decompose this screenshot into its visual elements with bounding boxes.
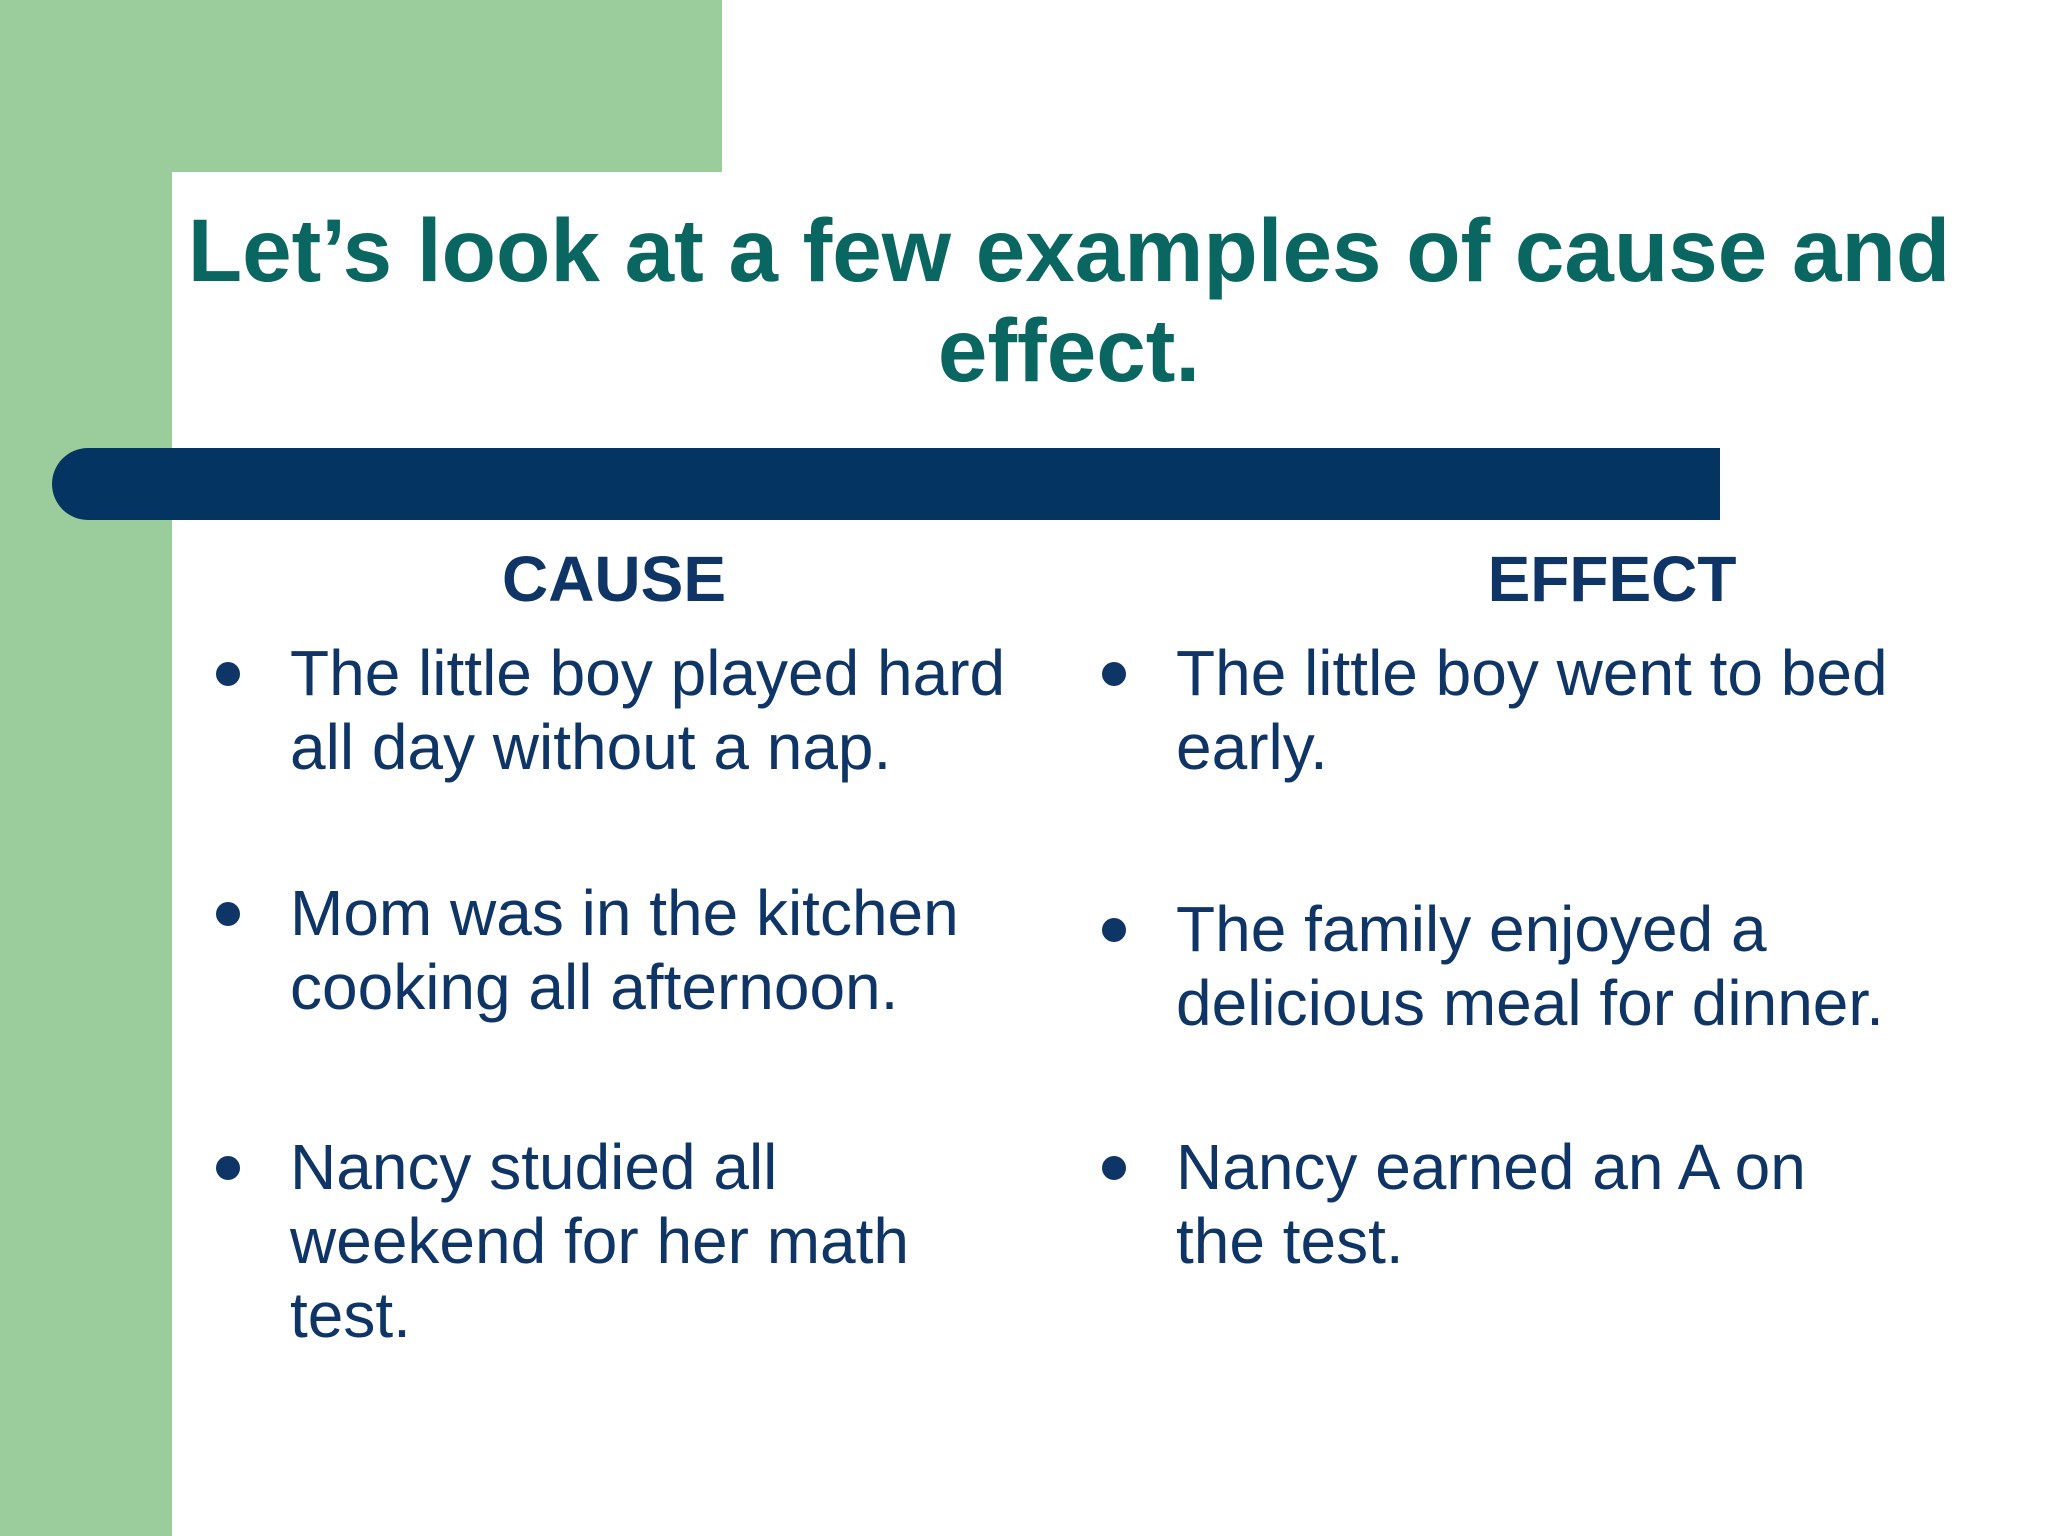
cause-text: Mom was in the kitchen cooking all afternoon. bbox=[290, 877, 959, 1023]
cause-text: The little boy played hard all day without a nap. bbox=[290, 637, 1006, 783]
effect-item bbox=[1102, 892, 1902, 1040]
effect-text: The little boy went to bed early. bbox=[1176, 637, 1888, 783]
effect-text: Nancy earned an A on the test. bbox=[1176, 1131, 1806, 1277]
green-top-block bbox=[0, 0, 722, 172]
cause-item bbox=[216, 636, 1006, 784]
effect-heading: EFFECT bbox=[1487, 543, 1737, 615]
cause-item bbox=[216, 1130, 1006, 1352]
bullet-icon bbox=[1102, 918, 1126, 942]
effect-text: The family enjoyed a delicious meal for dinner. bbox=[1176, 893, 1884, 1039]
bullet-icon bbox=[1102, 662, 1126, 686]
green-side-band bbox=[0, 0, 172, 1536]
effect-item bbox=[1102, 636, 1902, 784]
cause-text: Nancy studied all weekend for her math test. bbox=[290, 1131, 909, 1351]
navy-divider-bar bbox=[52, 448, 1720, 520]
bullet-icon bbox=[216, 1156, 240, 1180]
bullet-icon bbox=[1102, 1156, 1126, 1180]
cause-heading: CAUSE bbox=[501, 543, 727, 615]
bullet-icon bbox=[216, 902, 240, 926]
cause-item bbox=[216, 876, 1006, 1024]
slide-title: Let’s look at a few examples of cause and effect. bbox=[187, 200, 1951, 400]
bullet-icon bbox=[216, 662, 240, 686]
effect-item bbox=[1102, 1130, 1902, 1278]
